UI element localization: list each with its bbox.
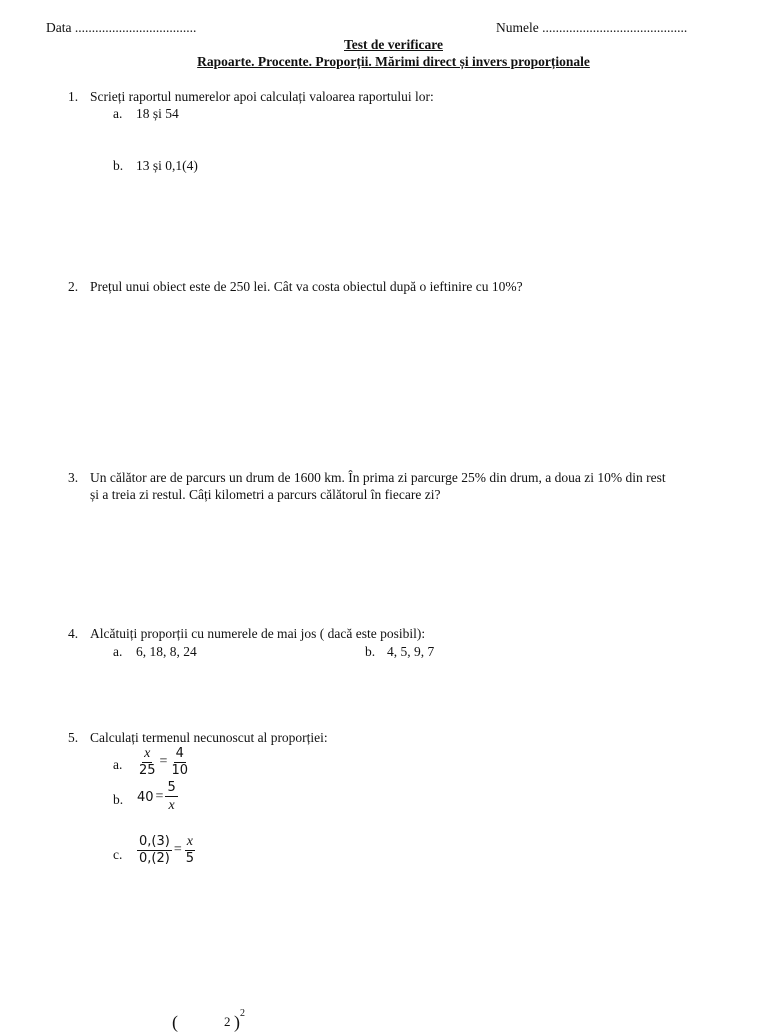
subitem-label: a. bbox=[113, 757, 123, 772]
denominator: 0,(2) bbox=[139, 850, 170, 866]
question-number: 3. bbox=[68, 470, 79, 485]
fraction bbox=[169, 747, 190, 779]
question-3-text-line1: Un călător are de parcurs un drum de 1600 km. În prima zi parcurge 25% din drum, a doua zi 10% din rest bbox=[90, 470, 666, 485]
numerator: 0,(3) bbox=[137, 835, 172, 851]
partial-number: 2 bbox=[224, 1014, 231, 1029]
question-5-text: Calculați termenul necunoscut al proporției: bbox=[90, 730, 328, 745]
denominator: 5 bbox=[185, 851, 195, 867]
partial-close-paren: ) bbox=[234, 1012, 240, 1032]
question-number: 4. bbox=[68, 626, 79, 641]
question-number: 2. bbox=[68, 279, 79, 294]
subitem-label: c. bbox=[113, 847, 123, 862]
question-4b-text: 4, 5, 9, 7 bbox=[387, 644, 435, 659]
subitem-label: a. bbox=[113, 644, 123, 659]
subitem-label: b. bbox=[113, 158, 124, 173]
question-2-text: Prețul unui obiect este de 250 lei. Cât va costa obiectul după o ieftinire cu 10%? bbox=[90, 279, 523, 294]
numerator: x bbox=[185, 834, 195, 851]
equals-sign: = bbox=[155, 789, 164, 805]
proportion-5c bbox=[137, 834, 196, 867]
numerator: 4 bbox=[174, 747, 186, 763]
denominator: x bbox=[168, 798, 175, 814]
proportion-5a bbox=[137, 746, 190, 779]
partial-open-paren: ( bbox=[172, 1012, 178, 1032]
subitem-label: b. bbox=[113, 792, 124, 807]
question-3-text-line2: și a treia zi restul. Câți kilometri a parcurs călătorul în fiecare zi? bbox=[90, 487, 441, 502]
name-field-label: Numele ........................................... bbox=[496, 20, 688, 35]
subitem-label: b. bbox=[365, 644, 376, 659]
question-4-text: Alcătuiți proporții cu numerele de mai jos ( dacă este posibil): bbox=[90, 626, 426, 641]
test-subtitle: Rapoarte. Procente. Proporții. Mărimi direct și invers proporționale bbox=[197, 54, 590, 69]
left-term: 40 bbox=[137, 789, 154, 805]
question-1b-text: 13 și 0,1(4) bbox=[136, 158, 198, 173]
question-number: 1. bbox=[68, 89, 79, 104]
equals-sign: = bbox=[159, 754, 168, 770]
equals-sign: = bbox=[173, 842, 182, 858]
test-title: Test de verificare bbox=[344, 37, 443, 52]
denominator: 25 bbox=[139, 763, 156, 779]
denominator: 10 bbox=[171, 762, 188, 778]
numerator: x bbox=[142, 746, 152, 763]
partial-exponent: 2 bbox=[240, 1008, 245, 1019]
question-4a-text: 6, 18, 8, 24 bbox=[136, 644, 197, 659]
date-field-label: Data .................................... bbox=[46, 20, 197, 35]
fraction bbox=[165, 781, 177, 814]
fraction bbox=[184, 834, 196, 867]
fraction bbox=[137, 835, 172, 867]
question-number: 5. bbox=[68, 730, 79, 745]
numerator: 5 bbox=[165, 781, 177, 797]
question-1a-text: 18 și 54 bbox=[136, 106, 179, 121]
subitem-label: a. bbox=[113, 106, 123, 121]
fraction bbox=[137, 746, 158, 779]
question-1-text: Scrieți raportul numerelor apoi calculați valoarea raportului lor: bbox=[90, 89, 434, 104]
proportion-5b bbox=[137, 781, 178, 814]
